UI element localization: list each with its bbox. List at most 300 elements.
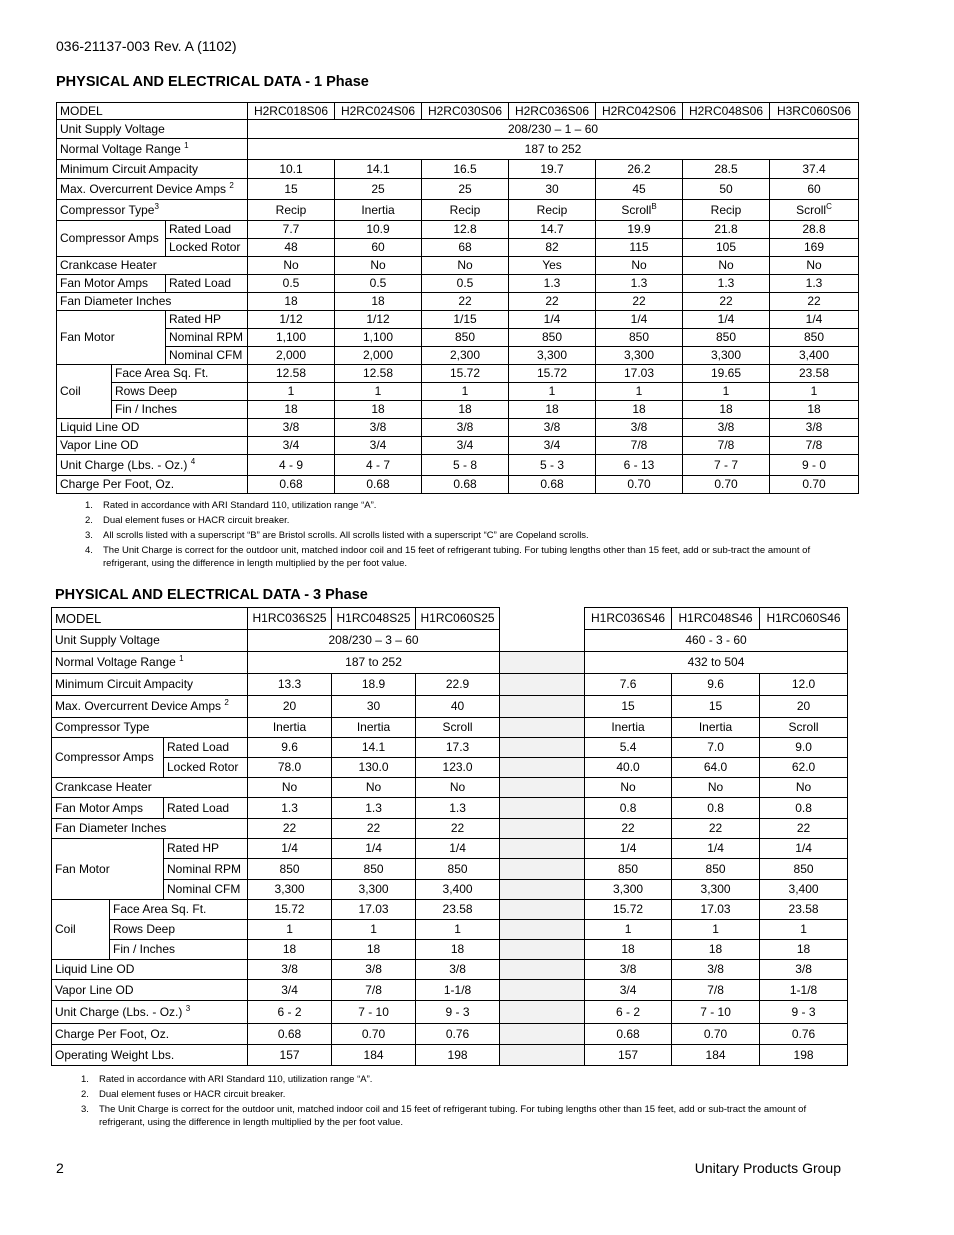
cell-value: No (683, 257, 770, 275)
cell-value: 10.9 (335, 221, 422, 239)
cell-value: 3,400 (770, 347, 859, 365)
cell-value: Recip (683, 200, 770, 221)
model-name: H1RC048S25 (332, 608, 416, 630)
cell-value: 0.8 (760, 798, 848, 819)
cell-value: 9 - 3 (760, 1001, 848, 1024)
cell-value: 50 (683, 179, 770, 200)
row-sublabel: Fin / Inches (110, 940, 248, 960)
model-name: H2RC048S06 (683, 103, 770, 120)
cell-value: 15.72 (509, 365, 596, 383)
column-spacer (500, 608, 585, 630)
cell-value: 1/4 (596, 311, 683, 329)
cell-value: 40 (416, 696, 500, 718)
cell-value: 23.58 (760, 900, 848, 920)
footnote: 1. Rated in accordance with ARI Standard 110, utilization range “A”. (81, 1074, 373, 1085)
cell-value: 7.6 (585, 674, 672, 696)
cell-value: 22 (672, 819, 760, 839)
row-label: Crankcase Heater (57, 257, 248, 275)
cell-value: 198 (416, 1045, 500, 1066)
cell-value: No (332, 778, 416, 798)
footnote: 1. Rated in accordance with ARI Standard 110, utilization range “A”. (85, 500, 377, 511)
model-name: H1RC060S46 (760, 608, 848, 630)
cell-value: 68 (422, 239, 509, 257)
table-row (57, 347, 859, 365)
cell-value: Yes (509, 257, 596, 275)
cell-value: 25 (422, 179, 509, 200)
row-group-label: Fan Motor (57, 311, 166, 365)
cell-value: No (760, 778, 848, 798)
cell-value: 3,300 (248, 880, 332, 900)
cell-value: No (672, 778, 760, 798)
cell-value: 7/8 (770, 437, 859, 455)
cell-value: 3,300 (596, 347, 683, 365)
cell-value: 6 - 13 (596, 455, 683, 476)
column-spacer (500, 758, 585, 778)
table-row (57, 275, 859, 293)
cell-value: 169 (770, 239, 859, 257)
cell-value: 1/4 (770, 311, 859, 329)
cell-value: Inertia (332, 718, 416, 738)
cell-value: 1 (335, 383, 422, 401)
cell-value: 0.70 (332, 1024, 416, 1045)
cell-value: 2,000 (248, 347, 335, 365)
cell-value: 208/230 – 1 – 60 (248, 120, 859, 139)
cell-value: 184 (672, 1045, 760, 1066)
cell-value: 0.5 (248, 275, 335, 293)
column-spacer (500, 674, 585, 696)
cell-value: 3,300 (509, 347, 596, 365)
cell-value: 0.76 (760, 1024, 848, 1045)
cell-value: 22.9 (416, 674, 500, 696)
row-sublabel: Nominal CFM (164, 880, 248, 900)
cell-value: 1,100 (335, 329, 422, 347)
table-row (57, 257, 859, 275)
cell-value: 60 (770, 179, 859, 200)
cell-value: 15 (672, 696, 760, 718)
cell-value: 18 (760, 940, 848, 960)
cell-value: 7 - 10 (332, 1001, 416, 1024)
cell-value: 198 (760, 1045, 848, 1066)
cell-value: 0.8 (672, 798, 760, 819)
cell-value: 18 (335, 401, 422, 419)
row-label: Vapor Line OD (52, 980, 248, 1001)
table-row (57, 139, 859, 160)
table-row (52, 652, 848, 674)
cell-value: 0.70 (596, 476, 683, 494)
table-row (52, 920, 848, 940)
table-row (52, 758, 848, 778)
row-sublabel: Locked Rotor (166, 239, 248, 257)
cell-value: 7.0 (672, 738, 760, 758)
column-spacer (500, 819, 585, 839)
cell-value: 62.0 (760, 758, 848, 778)
cell-value: 1.3 (416, 798, 500, 819)
row-label: Max. Overcurrent Device Amps $^2$ (52, 696, 248, 718)
table-row (52, 859, 848, 880)
cell-value: 22 (683, 293, 770, 311)
cell-value: 22 (416, 819, 500, 839)
cell-value: 3,400 (416, 880, 500, 900)
cell-value: 850 (422, 329, 509, 347)
cell-value: 17.03 (672, 900, 760, 920)
row-label: Fan Diameter Inches (52, 819, 248, 839)
row-sublabel: Rated HP (166, 311, 248, 329)
cell-value: 0.70 (770, 476, 859, 494)
cell-value: 3/4 (248, 980, 332, 1001)
table-row (57, 455, 859, 476)
row-label: Crankcase Heater (52, 778, 248, 798)
cell-value: 5 - 8 (422, 455, 509, 476)
cell-value: 12.58 (335, 365, 422, 383)
footnote: 2. Dual element fuses or HACR circuit breaker. (81, 1089, 286, 1100)
cell-value: 20 (760, 696, 848, 718)
cell-value: 4 - 9 (248, 455, 335, 476)
model-name: H2RC030S06 (422, 103, 509, 120)
cell-value: 15 (248, 179, 335, 200)
cell-value: 105 (683, 239, 770, 257)
cell-value: 1 (672, 920, 760, 940)
company-name: Unitary Products Group (694, 1160, 841, 1176)
row-sublabel: Rated Load (166, 275, 248, 293)
cell-value: 18 (509, 401, 596, 419)
cell-value: 1 (770, 383, 859, 401)
row-sublabel: Nominal CFM (166, 347, 248, 365)
column-spacer (500, 880, 585, 900)
table-row (57, 419, 859, 437)
cell-value: 1,100 (248, 329, 335, 347)
table-row (52, 738, 848, 758)
cell-value: 1/4 (585, 839, 672, 859)
cell-value: 2,000 (335, 347, 422, 365)
cell-value: Recip (509, 200, 596, 221)
page-number: 2 (56, 1160, 64, 1176)
cell-value: No (416, 778, 500, 798)
cell-value: No (596, 257, 683, 275)
cell-value: 1/12 (335, 311, 422, 329)
column-spacer (500, 1045, 585, 1066)
cell-value: 7/8 (332, 980, 416, 1001)
table-3-phase (51, 607, 848, 1066)
row-sublabel: Rows Deep (112, 383, 248, 401)
cell-value: 1/4 (672, 839, 760, 859)
cell-value: 3/8 (672, 960, 760, 980)
cell-value: 2,300 (422, 347, 509, 365)
footnotes-3-phase (71, 1073, 831, 1129)
cell-value: 1 (248, 383, 335, 401)
cell-value: 1/12 (248, 311, 335, 329)
cell-value: 0.68 (509, 476, 596, 494)
document-number: 036-21137-003 Rev. A (1102) (56, 38, 237, 54)
cell-value: 28.8 (770, 221, 859, 239)
row-label: Liquid Line OD (52, 960, 248, 980)
cell-value: 18.9 (332, 674, 416, 696)
cell-value: 3/8 (416, 960, 500, 980)
cell-value: 22 (422, 293, 509, 311)
cell-value: 45 (596, 179, 683, 200)
row-label: Unit Supply Voltage (57, 120, 248, 139)
cell-value: 30 (332, 696, 416, 718)
row-sublabel: Rated Load (166, 221, 248, 239)
cell-value: 850 (509, 329, 596, 347)
cell-value: 16.5 (422, 160, 509, 179)
section-title-1-phase: PHYSICAL AND ELECTRICAL DATA - 1 Phase (56, 74, 369, 90)
row-label: Fan Motor Amps (52, 798, 164, 819)
cell-value: Scroll (760, 718, 848, 738)
row-label: Max. Overcurrent Device Amps $^2$ (57, 179, 248, 200)
cell-value: 0.8 (585, 798, 672, 819)
cell-value: 21.8 (683, 221, 770, 239)
cell-value: 23.58 (770, 365, 859, 383)
cell-value: 3,300 (683, 347, 770, 365)
cell-value: 18 (596, 401, 683, 419)
model-label: MODEL (52, 608, 248, 630)
row-group-label: Compressor Amps (52, 738, 164, 778)
cell-value: 9 - 3 (416, 1001, 500, 1024)
cell-value: Inertia (248, 718, 332, 738)
cell-value: 1/4 (760, 839, 848, 859)
model-name: H2RC024S06 (335, 103, 422, 120)
cell-value: 850 (596, 329, 683, 347)
cell-value: 12.8 (422, 221, 509, 239)
cell-value: 18 (248, 293, 335, 311)
cell-value: 17.03 (332, 900, 416, 920)
table-row (57, 476, 859, 494)
cell-value: 850 (683, 329, 770, 347)
cell-value: No (248, 257, 335, 275)
cell-value: 3/8 (248, 960, 332, 980)
cell-value: 3/4 (248, 437, 335, 455)
cell-value: 15.72 (422, 365, 509, 383)
cell-value: 1.3 (770, 275, 859, 293)
cell-value: 15.72 (585, 900, 672, 920)
cell-value: 9.6 (248, 738, 332, 758)
cell-value: 22 (596, 293, 683, 311)
cell-value: 78.0 (248, 758, 332, 778)
cell-value: 0.70 (672, 1024, 760, 1045)
cell-value: 6 - 2 (585, 1001, 672, 1024)
row-label: Operating Weight Lbs. (52, 1045, 248, 1066)
cell-value: 19.9 (596, 221, 683, 239)
row-sublabel: Face Area Sq. Ft. (110, 900, 248, 920)
cell-value: 10.1 (248, 160, 335, 179)
cell-value: 3/8 (596, 419, 683, 437)
cell-value: 19.65 (683, 365, 770, 383)
table-row (52, 1001, 848, 1024)
table-row (52, 880, 848, 900)
table-row (57, 383, 859, 401)
row-group-label: Compressor Amps (57, 221, 166, 257)
row-label: Liquid Line OD (57, 419, 248, 437)
model-name: H1RC048S46 (672, 608, 760, 630)
row-sublabel: Locked Rotor (164, 758, 248, 778)
column-spacer (500, 1024, 585, 1045)
cell-value: 850 (760, 859, 848, 880)
section-title-3-phase: PHYSICAL AND ELECTRICAL DATA - 3 Phase (55, 587, 368, 603)
row-group-label: Coil (52, 900, 110, 960)
table-row (52, 674, 848, 696)
row-label: Unit Charge (Lbs. - Oz.) $^4$ (57, 455, 248, 476)
row-sublabel: Rated HP (164, 839, 248, 859)
row-sublabel: Rated Load (164, 738, 248, 758)
cell-value: 64.0 (672, 758, 760, 778)
cell-value: 7 - 10 (672, 1001, 760, 1024)
cell-value: 15.72 (248, 900, 332, 920)
cell-value: 82 (509, 239, 596, 257)
cell-value: 7.7 (248, 221, 335, 239)
cell-value: Recip (422, 200, 509, 221)
cell-value: 6 - 2 (248, 1001, 332, 1024)
column-spacer (500, 859, 585, 880)
cell-value: 115 (596, 239, 683, 257)
cell-value: 0.76 (416, 1024, 500, 1045)
table-row (52, 819, 848, 839)
row-label: Fan Motor Amps (57, 275, 166, 293)
cell-value: 28.5 (683, 160, 770, 179)
cell-value: Scroll$^B$ (596, 200, 683, 221)
table-row (57, 293, 859, 311)
cell-value: 3/4 (422, 437, 509, 455)
column-spacer (500, 738, 585, 758)
cell-value: 1 (509, 383, 596, 401)
cell-value: 3,300 (332, 880, 416, 900)
table-row (52, 839, 848, 859)
cell-value: 3/8 (770, 419, 859, 437)
footnote: 3. The Unit Charge is correct for the outdoor unit, matched indoor coil and 15 feet of refrigerant tubing. For tubing lengths other than 15 feet, add or sub-tract the amount of refrigerant, using the difference in length multiplied by the per foot value. (81, 1104, 807, 1128)
column-spacer (500, 920, 585, 940)
column-spacer (500, 960, 585, 980)
cell-value: 48 (248, 239, 335, 257)
row-label: Charge Per Foot, Oz. (57, 476, 248, 494)
row-label: Normal Voltage Range $^1$ (52, 652, 248, 674)
cell-value: 18 (672, 940, 760, 960)
cell-value: No (770, 257, 859, 275)
footnotes-1-phase (75, 499, 835, 570)
cell-value: 22 (332, 819, 416, 839)
cell-value: 22 (585, 819, 672, 839)
cell-value: No (248, 778, 332, 798)
cell-value: 1/4 (416, 839, 500, 859)
cell-value: 9.0 (760, 738, 848, 758)
table-row (57, 365, 859, 383)
column-spacer (500, 940, 585, 960)
cell-value: 1/4 (509, 311, 596, 329)
cell-value: 7 - 7 (683, 455, 770, 476)
table-row (57, 401, 859, 419)
cell-value: 432 to 504 (585, 652, 848, 674)
cell-value: 1-1/8 (416, 980, 500, 1001)
row-label: Normal Voltage Range $^1$ (57, 139, 248, 160)
table-row (57, 120, 859, 139)
footnote: 3. All scrolls listed with a superscript “B” are Bristol scrolls. All scrolls listed with a superscript “C” are Copeland scrolls. (85, 530, 589, 541)
row-sublabel: Nominal RPM (164, 859, 248, 880)
model-label: MODEL (57, 103, 248, 120)
cell-value: 3,300 (585, 880, 672, 900)
cell-value: 18 (422, 401, 509, 419)
row-sublabel: Rated Load (164, 798, 248, 819)
cell-value: Inertia (585, 718, 672, 738)
cell-value: 850 (248, 859, 332, 880)
table-row (52, 696, 848, 718)
cell-value: 1/15 (422, 311, 509, 329)
cell-value: 850 (770, 329, 859, 347)
cell-value: 14.7 (509, 221, 596, 239)
cell-value: 9 - 0 (770, 455, 859, 476)
table-row (52, 960, 848, 980)
table-row (52, 1045, 848, 1066)
cell-value: 0.70 (683, 476, 770, 494)
model-name: H2RC018S06 (248, 103, 335, 120)
cell-value: 3/8 (248, 419, 335, 437)
row-sublabel: Rows Deep (110, 920, 248, 940)
cell-value: 0.68 (248, 1024, 332, 1045)
cell-value: 1 (248, 920, 332, 940)
cell-value: 0.5 (335, 275, 422, 293)
row-label: Unit Charge (Lbs. - Oz.) $^3$ (52, 1001, 248, 1024)
table-row (57, 200, 859, 221)
cell-value: Scroll (416, 718, 500, 738)
cell-value: 1.3 (596, 275, 683, 293)
cell-value: 1 (585, 920, 672, 940)
table-row (52, 608, 848, 630)
table-row (57, 329, 859, 347)
cell-value: 19.7 (509, 160, 596, 179)
cell-value: 208/230 – 3 – 60 (248, 630, 500, 652)
cell-value: Inertia (335, 200, 422, 221)
row-group-label: Coil (57, 365, 112, 419)
row-label: Vapor Line OD (57, 437, 248, 455)
cell-value: 3/8 (332, 960, 416, 980)
cell-value: No (585, 778, 672, 798)
cell-value: 1.3 (332, 798, 416, 819)
cell-value: 18 (770, 401, 859, 419)
cell-value: 12.0 (760, 674, 848, 696)
table-row (57, 239, 859, 257)
model-name: H3RC060S06 (770, 103, 859, 120)
cell-value: 1/4 (332, 839, 416, 859)
cell-value: 15 (585, 696, 672, 718)
cell-value: 184 (332, 1045, 416, 1066)
cell-value: 17.03 (596, 365, 683, 383)
cell-value: 18 (248, 401, 335, 419)
cell-value: 1/4 (248, 839, 332, 859)
row-label: Compressor Type (52, 718, 248, 738)
cell-value: 7/8 (683, 437, 770, 455)
cell-value: 1.3 (248, 798, 332, 819)
cell-value: 850 (332, 859, 416, 880)
table-row (52, 900, 848, 920)
cell-value: 157 (585, 1045, 672, 1066)
cell-value: 3/8 (760, 960, 848, 980)
row-group-label: Fan Motor (52, 839, 164, 900)
cell-value: 1 (596, 383, 683, 401)
cell-value: 850 (585, 859, 672, 880)
cell-value: 0.68 (335, 476, 422, 494)
cell-value: 3/4 (509, 437, 596, 455)
cell-value: 7/8 (672, 980, 760, 1001)
cell-value: 3/8 (683, 419, 770, 437)
cell-value: 0.68 (248, 476, 335, 494)
row-label: Minimum Circuit Ampacity (57, 160, 248, 179)
cell-value: 14.1 (332, 738, 416, 758)
cell-value: 5.4 (585, 738, 672, 758)
cell-value: 12.58 (248, 365, 335, 383)
cell-value: 60 (335, 239, 422, 257)
model-name: H1RC036S46 (585, 608, 672, 630)
column-spacer (500, 630, 585, 652)
cell-value: 1/4 (683, 311, 770, 329)
cell-value: 1 (683, 383, 770, 401)
cell-value: 3/4 (585, 980, 672, 1001)
